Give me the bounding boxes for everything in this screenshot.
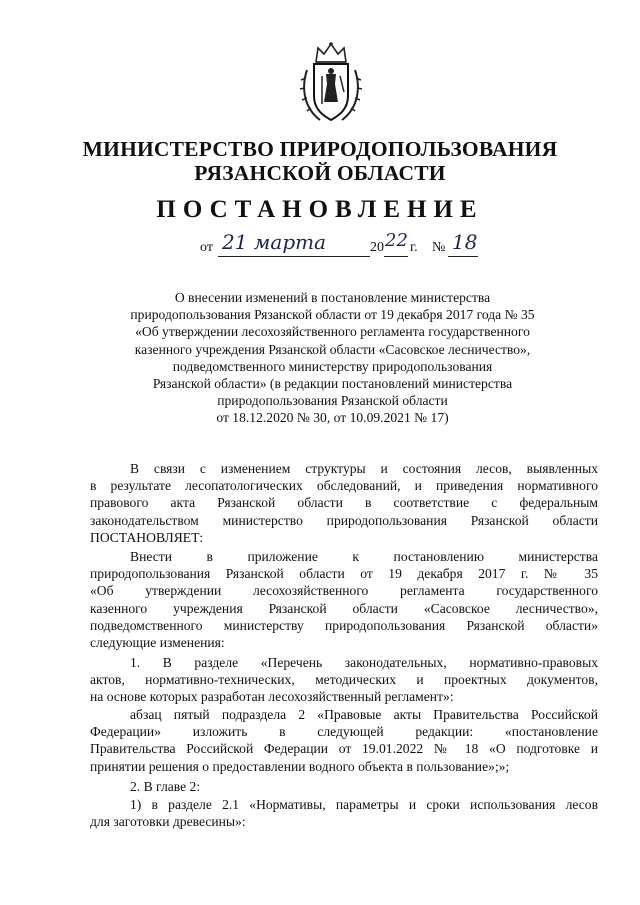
subject-line: подведомственного министерству природопользования	[172, 358, 493, 374]
number-label: №	[432, 240, 446, 255]
body-line: «Об утверждении лесохозяйственного регламента государственного	[90, 583, 598, 599]
document-type-title: ПОСТАНОВЛЕНИЕ	[156, 196, 484, 223]
year-prefix: 20	[370, 240, 384, 255]
body-line: В связи с изменением структуры и состояния лесов, выявленных	[130, 461, 598, 476]
subject-line: от 18.12.2020 № 30, от 10.09.2021 № 17)	[216, 410, 449, 426]
year-handwritten: 22	[385, 230, 408, 251]
year-underline	[384, 256, 408, 257]
date-underline	[218, 256, 370, 257]
body-line: принятии решения о предоставлении водного объекта в пользование»;»;	[90, 758, 510, 774]
date-handwritten: 21 марта	[222, 230, 327, 254]
subject-block	[100, 289, 565, 427]
body-line: 1. В разделе «Перечень законодательных, нормативно-правовых	[130, 655, 598, 670]
subject-line: О внесении изменений в постановление министерства	[174, 290, 491, 305]
body-line: для заготовки древесины»:	[90, 814, 246, 830]
number-handwritten: 18	[452, 230, 478, 254]
date-number-line	[200, 232, 500, 260]
subject-line: «Об утверждении лесохозяйственного регламента государственного	[135, 324, 530, 340]
body-paragraph-2	[90, 548, 598, 651]
body-line: природопользования Рязанской области от 19 декабря 2017 г. № 35	[90, 566, 598, 582]
number-underline	[448, 256, 478, 257]
body-line: Правительства Российской Федерации от 19.01.2022 № 18 «О подготовке и	[90, 741, 598, 757]
date-prefix: от	[200, 240, 213, 255]
body-item-1	[90, 654, 598, 706]
body-line: Федерации» изложить в следующей редакции: «постановление	[90, 724, 598, 740]
body-line: следующие изменения:	[90, 634, 225, 650]
body-line: абзац пятый подраздела 2 «Правовые акты Правительства Российской	[130, 707, 598, 722]
ministry-name-line1: МИНИСТЕРСТВО ПРИРОДОПОЛЬЗОВАНИЯ	[82, 137, 558, 161]
body-line: Внести в приложение к постановлению министерства	[130, 549, 598, 564]
body-line: в результате лесопатологических обследований, и приведения нормативного	[90, 478, 598, 494]
body-line: на основе которых разработан лесохозяйственный регламент»:	[90, 689, 454, 705]
coat-of-arms-icon	[298, 40, 364, 126]
year-suffix: г.	[410, 240, 418, 255]
body-item-2-1	[90, 796, 598, 830]
body-line: ПОСТАНОВЛЯЕТ:	[90, 529, 204, 545]
subject-line: Рязанской области» (в редакции постановлений министерства	[152, 376, 513, 392]
body-abzac	[90, 706, 598, 775]
body-line: подведомственного министерству природопользования Рязанской области»	[90, 617, 598, 633]
body-line: правового акта Рязанской области в соответствие с федеральным	[90, 495, 598, 511]
body-line: 1) в разделе 2.1 «Нормативы, параметры и сроки использования лесов	[130, 797, 598, 812]
body-line: актов, нормативно-технических, методических и проектных документов,	[90, 672, 598, 688]
subject-line: природопользования Рязанской области	[217, 393, 448, 409]
ministry-name-line2: РЯЗАНСКОЙ ОБЛАСТИ	[194, 161, 446, 185]
body-line: 2. В главе 2:	[130, 779, 201, 794]
body-paragraph-1	[90, 460, 598, 546]
subject-line: природопользования Рязанской области от 19 декабря 2017 года № 35	[130, 307, 535, 323]
body-item-2	[90, 778, 598, 795]
body-line: казенного учреждения Рязанской области «Сасовское лесничество»,	[90, 600, 598, 616]
subject-line: казенного учреждения Рязанской области «Сасовское лесничество»,	[134, 341, 531, 357]
body-line: законодательством министерство природопользования Рязанской области	[90, 512, 598, 528]
